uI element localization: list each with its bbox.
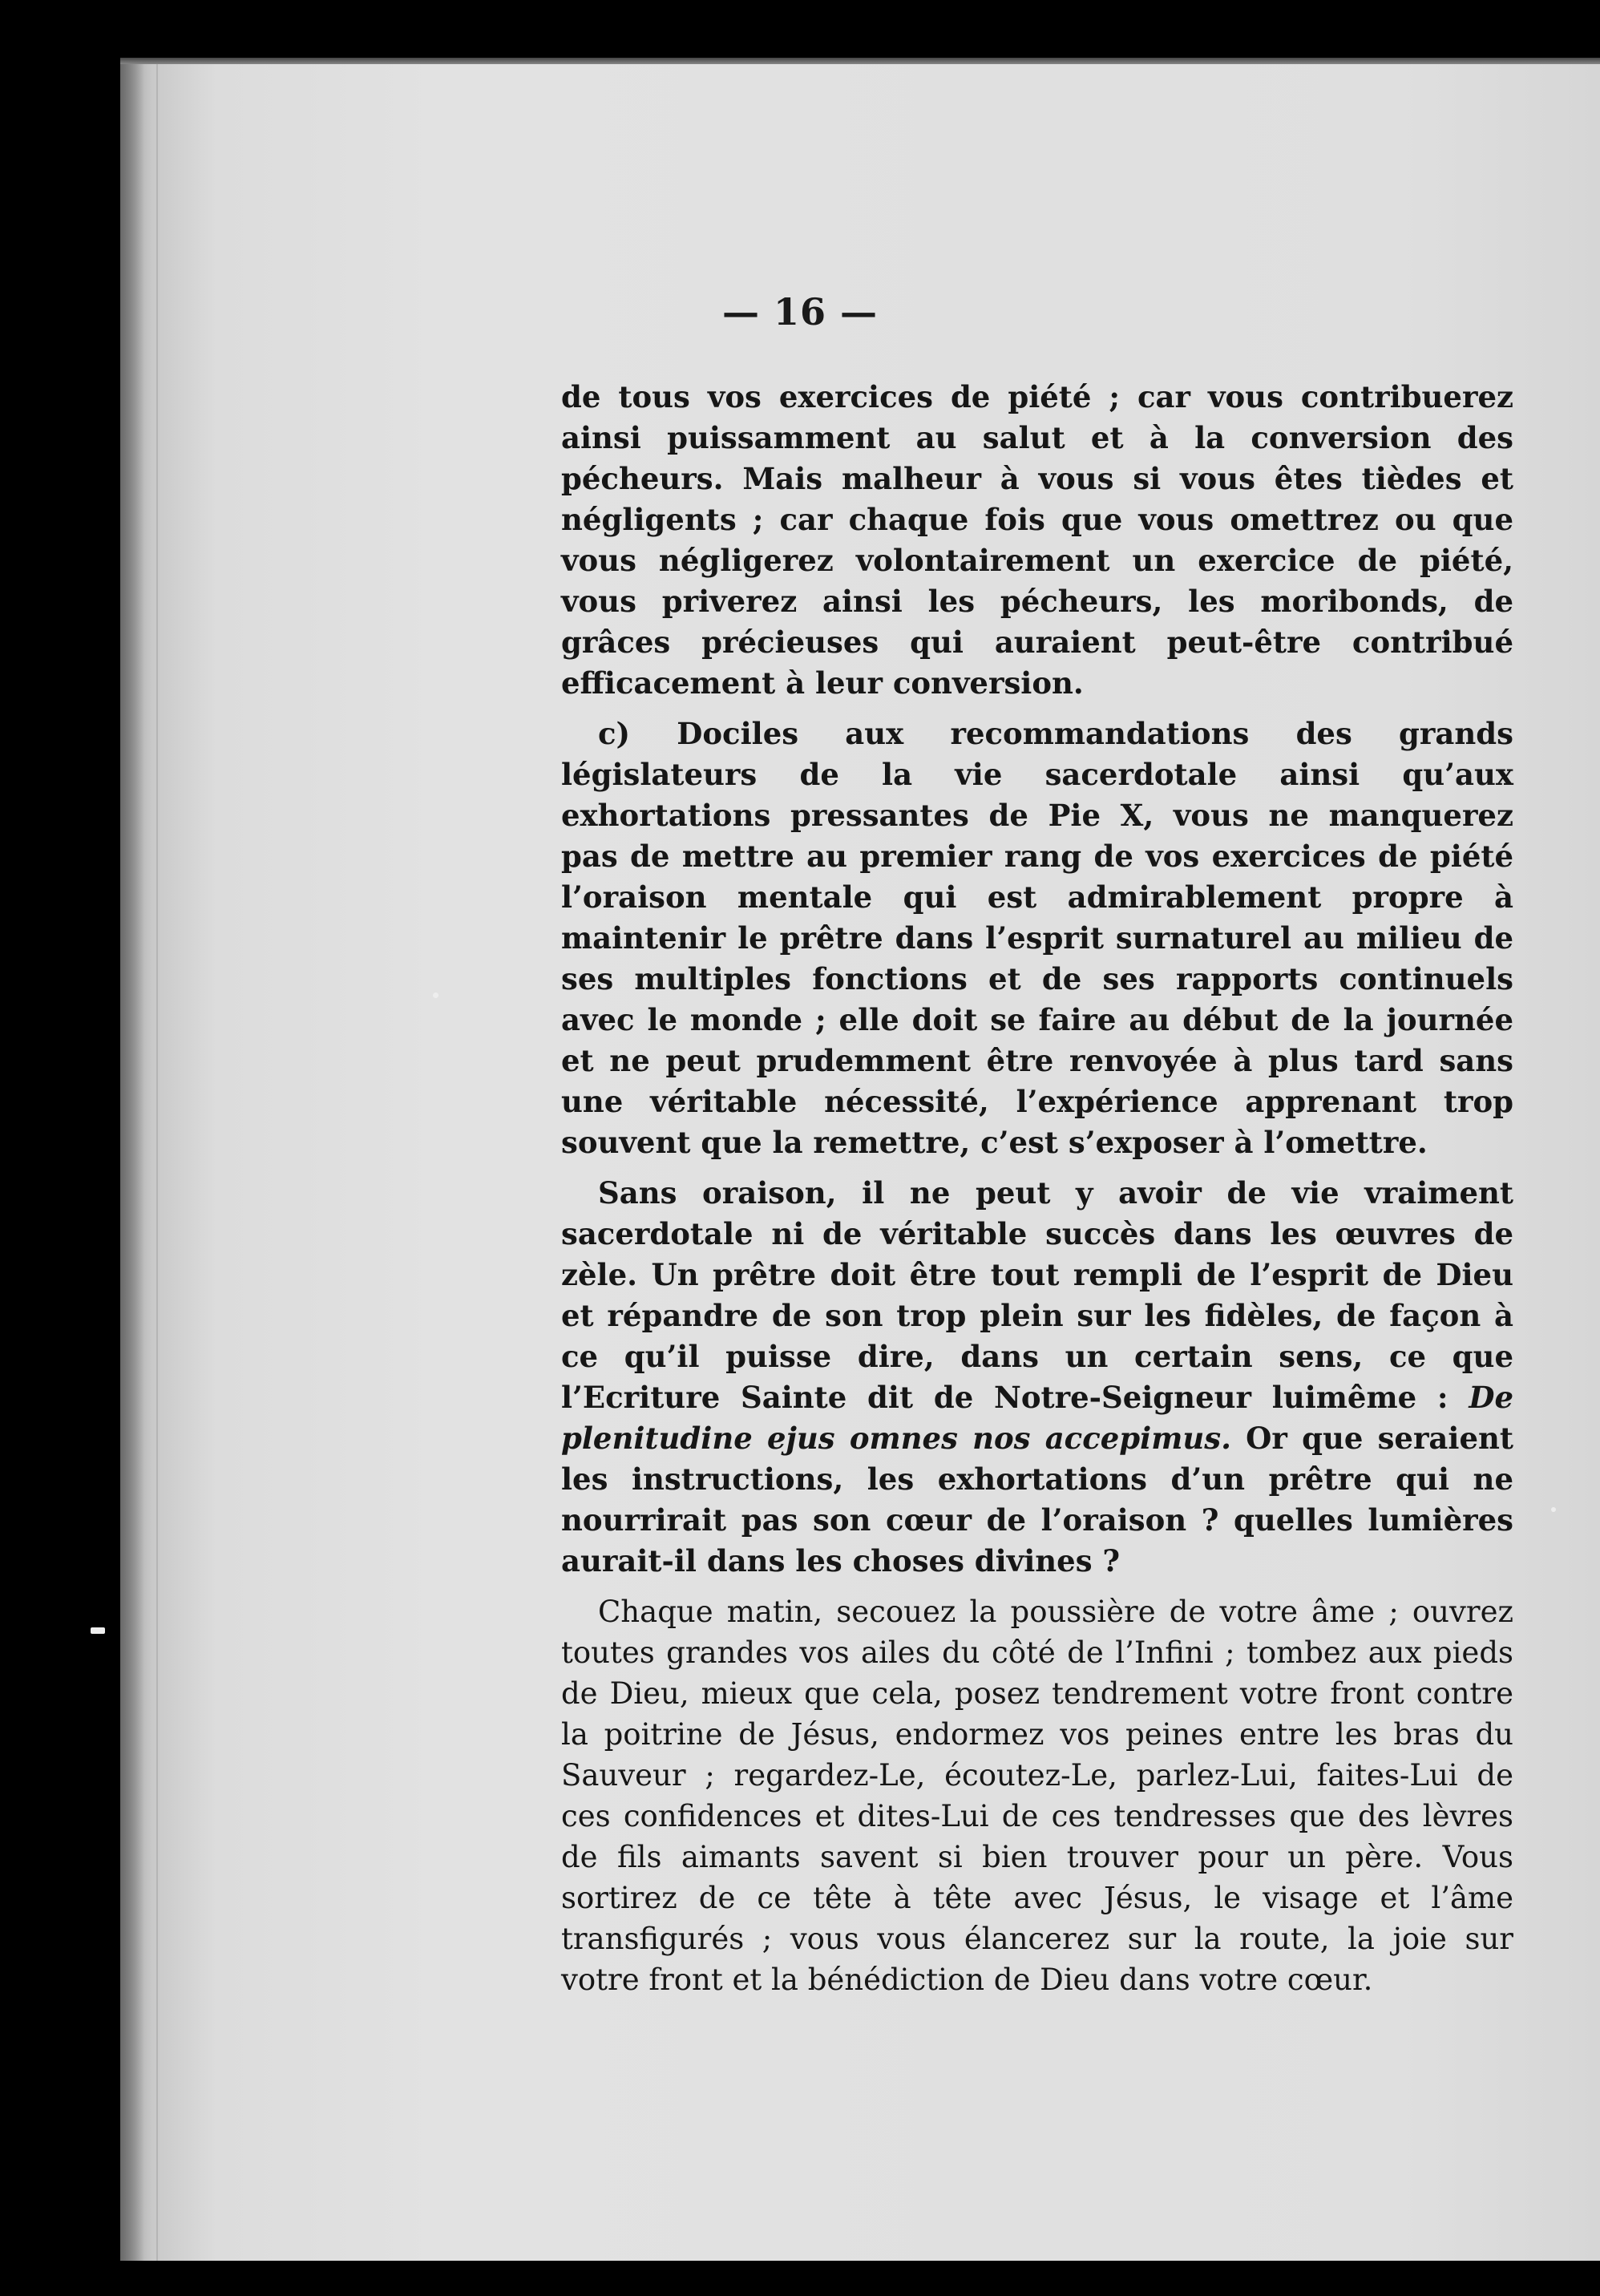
body-text	[561, 377, 1513, 2000]
paragraph-3-text-after: Or que seraient les instructions, les exhortations d’un prêtre qui ne nourrirait pas son cœur de l’oraison ? quelles lumières aurait-il dans les choses divines ?	[561, 1421, 1513, 1578]
page-number: — 16 —	[721, 290, 879, 333]
scan-speck	[1551, 1507, 1556, 1512]
paragraph-2: c) Dociles aux recommandations des grands législateurs de la vie sacerdotale ainsi qu’aux exhortations pressantes de Pie X, vous ne manquerez pas de mettre au premier rang de vos exercices de piété l’oraison mentale qui est admirablement propre à maintenir le prêtre dans l’esprit surnaturel au milieu de ses multiples fonctions et de ses rapports continuels avec le monde ; elle doit se faire au début de la journée et ne peut prudemment être renvoyée à plus tard sans une véritable nécessité, l’expérience apprenant trop souvent que la remettre, c’est s’exposer à l’omettre.	[561, 716, 1513, 1160]
scan-speck	[91, 1627, 105, 1634]
page-fold-line	[156, 64, 158, 2261]
paragraph-1: de tous vos exercices de piété ; car vous contribuerez ainsi puissamment au salut et à la conversion des pécheurs. Mais malheur à vous si vous êtes tièdes et négligents ; car chaque fois que vous omettrez ou que vous négligerez volontairement un exercice de piété, vous priverez ainsi les pécheurs, les moribonds, de grâces précieuses qui auraient peut-être contribué efficacement à leur conversion.	[561, 379, 1513, 701]
paragraph-3-text-before: Sans oraison, il ne peut y avoir de vie vraiment sacerdotale ni de véritable succès dans les œuvres de zèle. Un prêtre doit être tout rempli de l’esprit de Dieu et répandre de son trop plein sur les fidèles, de façon à ce qu’il puisse dire, dans un certain sens, ce que l’Ecriture Sainte dit de Notre-Seigneur luimême :	[561, 1175, 1513, 1415]
paragraph-3	[561, 1173, 1513, 1582]
scan-speck	[433, 992, 438, 998]
paragraph-4: Chaque matin, secouez la poussière de votre âme ; ouvrez toutes grandes vos ailes du côté de l’Infini ; tombez aux pieds de Dieu, mieux que cela, posez tendrement votre front contre la poitrine de Jésus, endormez vos peines entre les bras du Sauveur ; regardez-Le, écoutez-Le, parlez-Lui, faites-Lui de ces confidences et dites-Lui de ces tendresses que des lèvres de fils aimants savent si bien trouver pour un père. Vous sortirez de ce tête à tête avec Jésus, le visage et l’âme transfigurés ; vous vous élancerez sur la route, la joie sur votre front et la bénédiction de Dieu dans votre cœur.	[561, 1595, 1513, 1997]
latin-quotation: De plenitudine ejus omnes nos accepimus.	[561, 1380, 1513, 1456]
page-gutter-shadow	[120, 64, 144, 2261]
